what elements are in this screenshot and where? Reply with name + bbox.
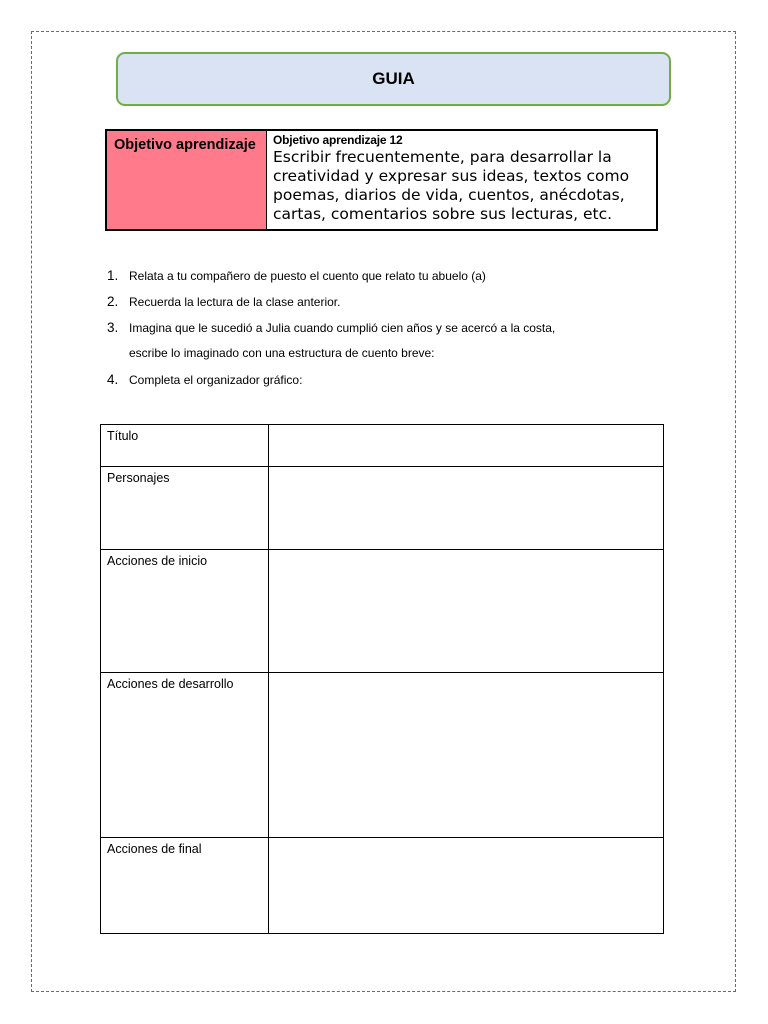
objective-heading: Objetivo aprendizaje 12 — [273, 133, 403, 147]
title-box — [116, 52, 671, 106]
instruction-number: 3. — [107, 320, 119, 335]
instruction-list — [107, 268, 687, 398]
instruction-number: 4. — [107, 372, 119, 387]
page-title: GUIA — [372, 69, 415, 88]
organizer-row — [101, 425, 664, 467]
organizer-row — [101, 550, 664, 673]
instruction-item — [107, 372, 687, 398]
instruction-continuation: escribe lo imaginado con una estructura de cuento breve: — [129, 346, 435, 360]
objective-table — [105, 129, 658, 231]
organizer-row — [101, 467, 664, 550]
organizer-row — [101, 673, 664, 838]
organizer-row — [101, 838, 664, 934]
objective-content — [267, 131, 656, 229]
organizer-cell-desarrollo[interactable] — [269, 673, 664, 838]
instruction-item — [107, 320, 687, 346]
instruction-number: 2. — [107, 294, 119, 309]
instruction-text: Recuerda la lectura de la clase anterior. — [129, 295, 341, 309]
instruction-text: Relata a tu compañero de puesto el cuento que relato tu abuelo (a) — [129, 269, 486, 283]
organizer-cell-personajes[interactable] — [269, 467, 664, 550]
organizer-cell-final[interactable] — [269, 838, 664, 934]
organizer-cell-titulo[interactable] — [269, 425, 664, 467]
instruction-text: Imagina que le sucedió a Julia cuando cumplió cien años y se acercó a la costa, — [129, 321, 556, 335]
graphic-organizer-table — [100, 424, 664, 934]
organizer-label-desarrollo: Acciones de desarrollo — [101, 673, 269, 838]
instruction-number: 1. — [107, 268, 119, 283]
organizer-label-personajes: Personajes — [101, 467, 269, 550]
instruction-item — [107, 294, 687, 320]
organizer-cell-inicio[interactable] — [269, 550, 664, 673]
objective-label: Objetivo aprendizaje — [107, 131, 267, 229]
organizer-label-inicio: Acciones de inicio — [101, 550, 269, 673]
instruction-text: Completa el organizador gráfico: — [129, 373, 303, 387]
organizer-label-final: Acciones de final — [101, 838, 269, 934]
objective-text: Escribir frecuentemente, para desarrollar la creatividad y expresar sus ideas, textos como poemas, diarios de vida, cuentos, anécdotas, cartas, comentarios sobre sus lecturas, etc. — [273, 148, 630, 223]
instruction-item — [107, 268, 687, 294]
organizer-label-titulo: Título — [101, 425, 269, 467]
